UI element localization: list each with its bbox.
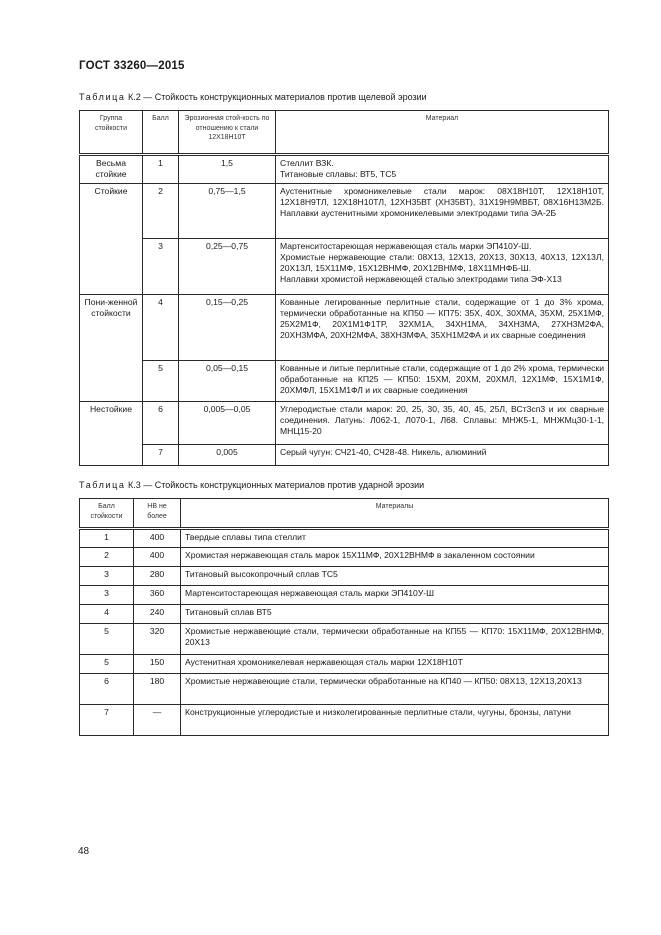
group-cell: Пони-женной стойкости xyxy=(80,294,143,401)
column-header-hb: НВ не более xyxy=(134,499,181,529)
table-row xyxy=(80,360,609,401)
score-cell: 7 xyxy=(80,705,134,736)
material-cell: Хромистые нержавеющие стали, термически обработанные на КП55 — КП70: 15Х11МФ, 20Х12ВНМФ, 20Х13 xyxy=(181,624,609,655)
score-cell: 4 xyxy=(80,605,134,624)
hb-cell: 150 xyxy=(134,655,181,674)
score-cell: 3 xyxy=(143,238,179,294)
table-k3-caption-lead: Таблица xyxy=(79,480,126,490)
table-k2-caption xyxy=(79,92,427,102)
score-cell: 2 xyxy=(80,548,134,567)
score-cell: 5 xyxy=(143,360,179,401)
material-cell: Твердые сплавы типа стеллит xyxy=(181,529,609,548)
table-row xyxy=(80,605,609,624)
table-row xyxy=(80,444,609,465)
ratio-cell: 1,5 xyxy=(179,155,276,184)
material-cell: Аустенитные хромоникелевые стали марок: 08Х18Н10Т, 12Х18Н10Т, 12Х18Н9ТЛ, 12Х18Н10ТЛ, 12ХН35ВТ (ХН35ВТ), 31Х19Н9МВБТ, 08Х16Н13М2Б. Наплавки аустенитными хромоникелевыми электродами типа ЭА-2Б xyxy=(276,183,609,238)
material-cell: Мартенситостареющая нержавеющая сталь марки ЭП410У-Ш xyxy=(181,586,609,605)
column-header-score: Балл xyxy=(143,111,179,155)
table-row xyxy=(80,155,609,184)
score-cell: 6 xyxy=(80,674,134,705)
material-cell: Хромистые нержавеющие стали, термически обработанные на КП40 — КП50: 08Х13, 12Х13,20Х13 xyxy=(181,674,609,705)
ratio-cell: 0,005 xyxy=(179,444,276,465)
hb-cell: 400 xyxy=(134,529,181,548)
table-row xyxy=(80,401,609,444)
material-cell: Мартенситостареющая нержавеющая сталь марки ЭП410У-Ш. Хромистые нержавеющие стали: 08Х13, 12Х13, 20Х13, 30Х13, 40Х13, 12Х13Л, 20Х13Л, 15Х11МФ, 15Х12ВНМФ, 20Х12ВНМФ, 18Х11МНФБ-Ш. Наплавки хромистой нержавеющей сталью электродами типа ЭФ-Х13 xyxy=(276,238,609,294)
material-cell: Углеродистые стали марок: 20, 25, 30, 35, 40, 45, 25Л, ВСт3сп3 и их сварные соединения. Латунь: Л062-1, Л070-1, Л68. Сплавы: МНЖ5-1, МНЖМц30-1-1, МНЦ15-20 xyxy=(276,401,609,444)
score-cell: 2 xyxy=(143,183,179,238)
ratio-cell: 0,25—0,75 xyxy=(179,238,276,294)
score-cell: 1 xyxy=(80,529,134,548)
table-row xyxy=(80,655,609,674)
column-header-score: Балл стойкости xyxy=(80,499,134,529)
material-cell: Кованные и литые перлитные стали, содержащие от 1 до 2% хрома, термически обработанные на КП25 — КП50: 15ХМ, 20ХМ, 20ХМЛ, 12Х1МФ, 15Х1М1Ф, 20ХМФЛ, 15Х1М1ФЛ и их сварные соединения xyxy=(276,360,609,401)
material-cell: Серый чугун: СЧ21-40, СЧ28-48. Никель, алюминий xyxy=(276,444,609,465)
ratio-cell: 0,05—0,15 xyxy=(179,360,276,401)
table-row xyxy=(80,567,609,586)
table-k3-caption-text: К.3 — Стойкость конструкционных материалов против ударной эрозии xyxy=(125,480,425,490)
score-cell: 6 xyxy=(143,401,179,444)
table-k3-caption xyxy=(79,480,424,490)
table-row xyxy=(80,624,609,655)
column-header-material: Материал xyxy=(276,111,609,155)
group-cell: Весьма стойкие xyxy=(80,155,143,184)
ratio-cell: 0,15—0,25 xyxy=(179,294,276,360)
table-k3 xyxy=(79,498,609,736)
material-cell: Аустенитная хромоникелевая нержавеющая сталь марки 12Х18Н10Т xyxy=(181,655,609,674)
table-row xyxy=(80,183,609,238)
table-k2-caption-text: К.2 — Стойкость конструкционных материалов против щелевой эрозии xyxy=(125,92,427,102)
table-row xyxy=(80,238,609,294)
table-row xyxy=(80,529,609,548)
hb-cell: — xyxy=(134,705,181,736)
ratio-cell: 0,75—1,5 xyxy=(179,183,276,238)
group-cell: Стойкие xyxy=(80,183,143,294)
material-cell: Титановый высокопрочный сплав ТС5 xyxy=(181,567,609,586)
material-cell: Хромистая нержавеющая сталь марок 15Х11МФ, 20Х12ВНМФ в закаленном состоянии xyxy=(181,548,609,567)
table-k2-header-row xyxy=(80,111,609,155)
group-cell: Нестойкие xyxy=(80,401,143,465)
score-cell: 7 xyxy=(143,444,179,465)
table-row xyxy=(80,586,609,605)
score-cell: 3 xyxy=(80,567,134,586)
table-k2-caption-lead: Таблица xyxy=(79,92,126,102)
hb-cell: 360 xyxy=(134,586,181,605)
ratio-cell: 0,005—0,05 xyxy=(179,401,276,444)
table-row xyxy=(80,548,609,567)
document-standard-header: ГОСТ 33260—2015 xyxy=(79,60,185,72)
table-k2 xyxy=(79,110,609,466)
hb-cell: 180 xyxy=(134,674,181,705)
score-cell: 5 xyxy=(80,624,134,655)
score-cell: 4 xyxy=(143,294,179,360)
score-cell: 5 xyxy=(80,655,134,674)
page-number: 48 xyxy=(78,846,90,857)
material-cell: Конструкционные углеродистые и низколегированные перлитные стали, чугуны, бронзы, латуни xyxy=(181,705,609,736)
material-cell: Титановый сплав ВТ5 xyxy=(181,605,609,624)
column-header-materials: Материалы xyxy=(181,499,609,529)
score-cell: 3 xyxy=(80,586,134,605)
hb-cell: 280 xyxy=(134,567,181,586)
hb-cell: 320 xyxy=(134,624,181,655)
hb-cell: 400 xyxy=(134,548,181,567)
table-row xyxy=(80,674,609,705)
table-row xyxy=(80,294,609,360)
score-cell: 1 xyxy=(143,155,179,184)
column-header-group: Группа стойкости xyxy=(80,111,143,155)
column-header-erosion-ratio: Эрозионная стой-кость по отношению к стали 12Х18Н10Т xyxy=(179,111,276,155)
table-row xyxy=(80,705,609,736)
material-cell: Кованные легированные перлитные стали, содержащие от 1 до 3% хрома, термически обработанные на КП50 — КП75: 35Х, 40Х, 30ХМА, 35ХМ, 25Х1МФ, 25Х2М1Ф, 20Х1М1Ф1ТР, 32ХМ1А, 34ХН1МА, 34ХН3МА, 27ХН3М2ФА, 20ХН3МФА, 20ХН2МФА, 38ХН3МФА, 35ХН1М2ФА и их сварные соединения xyxy=(276,294,609,360)
hb-cell: 240 xyxy=(134,605,181,624)
table-k3-header-row xyxy=(80,499,609,529)
material-cell: Стеллит ВЗК. Титановые сплавы: ВТ5, ТС5 xyxy=(276,155,609,184)
